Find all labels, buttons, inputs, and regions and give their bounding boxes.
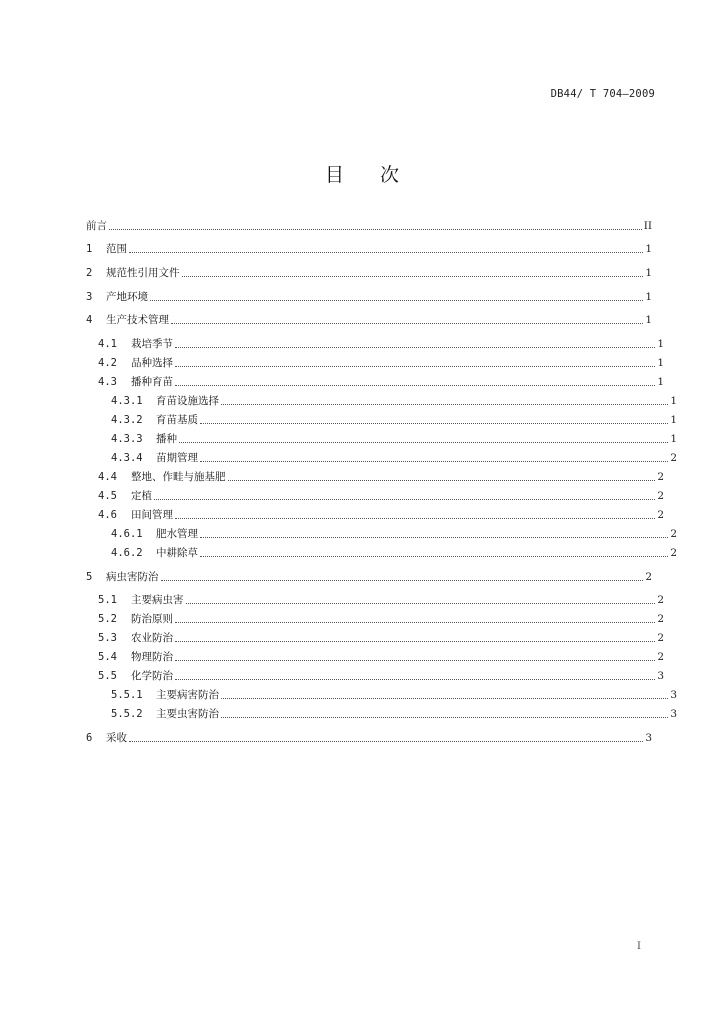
toc-entry-number: 4.2 (98, 357, 117, 369)
toc-entry-number: 5.1 (98, 594, 117, 606)
toc-entry-number: 5.4 (98, 651, 117, 663)
toc-entry-label: 病虫害防治 (106, 571, 159, 583)
toc-entry-page: 1 (670, 395, 677, 407)
toc-dot-leader (175, 622, 655, 623)
toc-dot-leader (221, 404, 668, 405)
toc-entry-page: 1 (645, 314, 652, 326)
toc-entry-page: II (643, 220, 652, 232)
toc-entry-label: 主要虫害防治 (156, 708, 219, 720)
toc-dot-leader (228, 480, 656, 481)
toc-entry-page: 3 (657, 670, 664, 682)
toc-entry-page: 2 (657, 509, 664, 521)
toc-entry-number: 4.4 (98, 471, 117, 483)
toc-entry-label: 物理防治 (131, 651, 173, 663)
toc-entry[interactable] (86, 668, 664, 684)
toc-dot-leader (221, 698, 668, 699)
toc-dot-leader (200, 423, 668, 424)
toc-entry-number: 5.5 (98, 670, 117, 682)
toc-entry-page: 2 (657, 471, 664, 483)
toc-entry-number: 5.5.2 (111, 708, 143, 720)
toc-entry-label: 防治原则 (131, 613, 173, 625)
toc-entry-number: 5.2 (98, 613, 117, 625)
toc-entry-label: 采收 (106, 732, 127, 744)
toc-entry[interactable] (86, 569, 652, 585)
toc-entry-number: 4.3.1 (111, 395, 143, 407)
toc-dot-leader (154, 499, 655, 500)
toc-entry-page: 1 (645, 291, 652, 303)
toc-entry-label: 规范性引用文件 (106, 267, 180, 279)
toc-dot-leader (175, 385, 655, 386)
toc-dot-leader (150, 300, 643, 301)
toc-entry[interactable] (86, 289, 652, 305)
toc-entry[interactable] (86, 687, 677, 703)
toc-dot-leader (175, 347, 655, 348)
toc-title-char-1: 目 (324, 164, 344, 186)
toc-entry-label: 前言 (86, 220, 107, 232)
toc-entry-page: 2 (657, 490, 664, 502)
toc-entry-label: 生产技术管理 (106, 314, 169, 326)
toc-entry-label: 苗期管理 (156, 452, 198, 464)
toc-entry-page: 3 (645, 732, 652, 744)
toc-dot-leader (175, 679, 655, 680)
toc-dot-leader (129, 741, 643, 742)
toc-entry[interactable] (86, 374, 664, 390)
toc-entry-label: 农业防治 (131, 632, 173, 644)
toc-dot-leader (182, 276, 644, 277)
toc-entry[interactable] (86, 545, 677, 561)
toc-entry-page: 1 (645, 267, 652, 279)
toc-entry-page: 1 (645, 243, 652, 255)
toc-entry-page: 2 (657, 594, 664, 606)
toc-entry-number: 4.6.2 (111, 547, 143, 559)
toc-entry-label: 播种 (156, 433, 177, 445)
toc-entry-page: 1 (670, 414, 677, 426)
toc-entry-page: 3 (670, 689, 677, 701)
toc-entry-label: 主要病害防治 (156, 689, 219, 701)
toc-entry-number: 4.3.3 (111, 433, 143, 445)
toc-entry[interactable] (86, 488, 664, 504)
toc-entry-page: 2 (670, 452, 677, 464)
toc-entry-label: 定植 (131, 490, 152, 502)
toc-entry[interactable] (86, 611, 664, 627)
toc-entry-number: 4.5 (98, 490, 117, 502)
toc-entry-page: 2 (657, 651, 664, 663)
toc-entry-label: 化学防治 (131, 670, 173, 682)
toc-entry[interactable] (86, 526, 677, 542)
toc-entry-number: 2 (86, 267, 93, 279)
toc-entry[interactable] (86, 241, 652, 257)
toc-entry-page: 1 (657, 357, 664, 369)
toc-dot-leader (109, 229, 642, 230)
page-number: I (636, 940, 641, 952)
toc-entry-number: 1 (86, 243, 93, 255)
toc-entry[interactable] (86, 706, 677, 722)
toc-entry-number: 4.6.1 (111, 528, 143, 540)
toc-dot-leader (129, 252, 643, 253)
toc-entry-page: 2 (657, 632, 664, 644)
toc-dot-leader (175, 660, 655, 661)
toc-entry-number: 4 (86, 314, 93, 326)
toc-entry[interactable] (86, 312, 652, 328)
toc-entry-number: 4.3.2 (111, 414, 143, 426)
toc-entry-number: 6 (86, 732, 93, 744)
toc-entry-number: 4.6 (98, 509, 117, 521)
toc-dot-leader (175, 518, 655, 519)
toc-title-char-2: 次 (380, 164, 400, 186)
toc-entry-label: 播种育苗 (131, 376, 173, 388)
toc-entry-label: 肥水管理 (156, 528, 198, 540)
toc-entry[interactable] (86, 393, 677, 409)
toc-entry-number: 5.5.1 (111, 689, 143, 701)
toc-dot-leader (186, 603, 656, 604)
toc-dot-leader (200, 461, 668, 462)
toc-entry-number: 3 (86, 291, 93, 303)
toc-entry[interactable] (86, 507, 664, 523)
toc-entry[interactable] (86, 730, 652, 746)
toc-dot-leader (179, 442, 668, 443)
toc-entry[interactable] (86, 336, 664, 352)
toc-dot-leader (200, 537, 668, 538)
toc-entry-page: 1 (657, 376, 664, 388)
toc-entry-number: 5 (86, 571, 93, 583)
toc-entry-page: 3 (670, 708, 677, 720)
toc-entry[interactable] (86, 265, 652, 281)
toc-dot-leader (200, 556, 668, 557)
toc-entry-page: 2 (670, 528, 677, 540)
toc-entry-page: 2 (657, 613, 664, 625)
toc-entry[interactable] (86, 592, 664, 608)
toc-entry-page: 1 (657, 338, 664, 350)
toc-entry-number: 4.3 (98, 376, 117, 388)
toc-entry-page: 2 (670, 547, 677, 559)
toc-entry-label: 产地环境 (106, 291, 148, 303)
toc-entry-label: 整地、作畦与施基肥 (131, 471, 226, 483)
toc-dot-leader (175, 366, 655, 367)
toc-entry-label: 中耕除草 (156, 547, 198, 559)
toc-entry[interactable] (86, 412, 677, 428)
toc-entry-page: 2 (645, 571, 652, 583)
toc-dot-leader (175, 641, 655, 642)
toc-entry-number: 5.3 (98, 632, 117, 644)
toc-entry-label: 栽培季节 (131, 338, 173, 350)
toc-entry[interactable] (86, 450, 677, 466)
toc-entry-label: 田间管理 (131, 509, 173, 521)
toc-entry-number: 4.1 (98, 338, 117, 350)
toc-entry[interactable] (86, 630, 664, 646)
toc-dot-leader (171, 323, 643, 324)
toc-title (0, 160, 724, 187)
toc-entry[interactable] (86, 469, 664, 485)
toc-entry-page: 1 (670, 433, 677, 445)
toc-entry-label: 范围 (106, 243, 127, 255)
document-code: DB44/ T 704—2009 (550, 88, 655, 100)
toc-dot-leader (221, 717, 668, 718)
toc-dot-leader (161, 580, 644, 581)
toc-entry[interactable] (86, 431, 677, 447)
toc-entry[interactable] (86, 218, 652, 234)
toc-entry[interactable] (86, 355, 664, 371)
toc-entry[interactable] (86, 649, 664, 665)
toc-entry-label: 主要病虫害 (131, 594, 184, 606)
toc-entry-label: 品种选择 (131, 357, 173, 369)
toc-entry-number: 4.3.4 (111, 452, 143, 464)
toc-entry-label: 育苗设施选择 (156, 395, 219, 407)
toc-entry-label: 育苗基质 (156, 414, 198, 426)
